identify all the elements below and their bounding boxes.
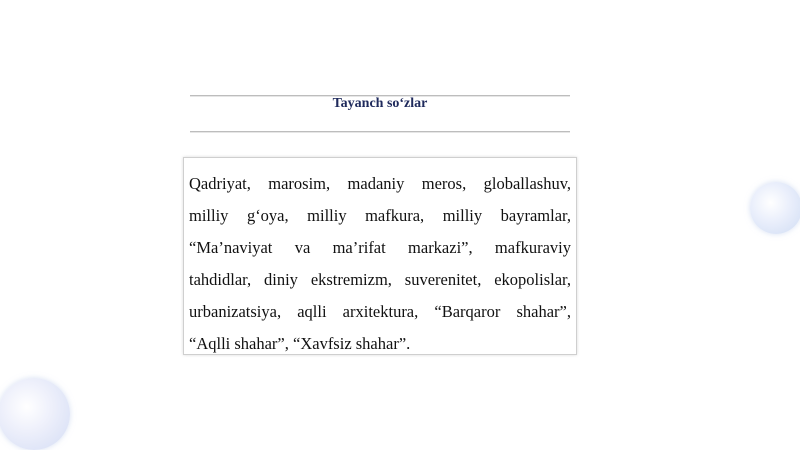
keywords-line: tahdidlar, diniy ekstremizm, suverenitet, ekopolislar, (189, 270, 571, 289)
section-heading: Tayanch so‘zlar (332, 96, 428, 111)
decorative-bubble-right (750, 182, 800, 234)
keywords-line: “Ma’naviyat va ma’rifat markazi”, mafkuraviy (189, 238, 571, 257)
keywords-box (183, 157, 577, 355)
decorative-bubble-left (0, 378, 70, 450)
keywords-line: Qadriyat, marosim, madaniy meros, globallashuv, (189, 174, 571, 193)
keywords-line: urbanizatsiya, aqlli arxitektura, “Barqaror shahar”, (189, 302, 571, 321)
keywords-line: “Aqlli shahar”, “Xavfsiz shahar”. (189, 334, 411, 353)
keywords-line: milliy g‘oya, milliy mafkura, milliy bayramlar, (189, 206, 571, 225)
heading-bottom-rule (190, 131, 570, 132)
